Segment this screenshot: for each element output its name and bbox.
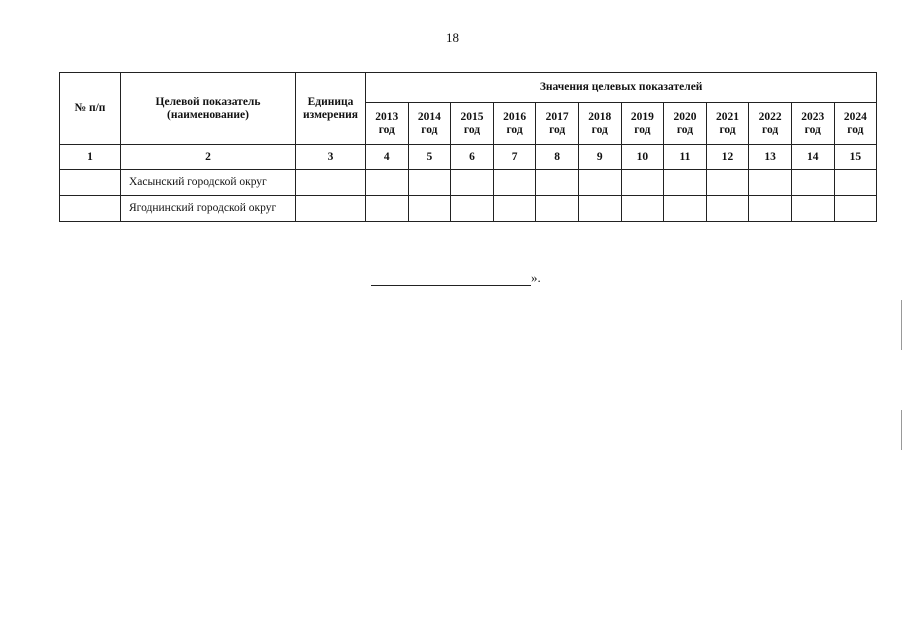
- closing-quote: ».: [531, 270, 541, 285]
- header-year: [791, 103, 834, 145]
- row-value-cell: [451, 170, 494, 196]
- header-year-value: 2014: [417, 110, 441, 123]
- header-year-value: 2021: [716, 110, 740, 123]
- column-number-cell: 12: [706, 145, 749, 170]
- column-number-cell: 6: [451, 145, 494, 170]
- header-number: № п/п: [60, 73, 121, 145]
- row-number-cell: [60, 196, 121, 222]
- row-value-cell: [834, 170, 877, 196]
- header-year: [834, 103, 877, 145]
- header-year: [493, 103, 536, 145]
- header-year-value: 2018: [588, 110, 612, 123]
- header-year-value: 2015: [460, 110, 484, 123]
- header-year: [408, 103, 451, 145]
- header-year-suffix: год: [762, 123, 779, 136]
- row-value-cell: [536, 196, 579, 222]
- header-year-value: 2019: [630, 110, 654, 123]
- row-value-cell: [791, 170, 834, 196]
- row-value-cell: [621, 170, 664, 196]
- closing-line: [371, 270, 541, 286]
- header-year: [366, 103, 409, 145]
- target-indicators-table: [59, 72, 877, 222]
- column-number-cell: 11: [664, 145, 707, 170]
- header-year: [664, 103, 707, 145]
- row-value-cell: [451, 196, 494, 222]
- header-year: [578, 103, 621, 145]
- header-year-suffix: год: [804, 123, 821, 136]
- column-number-cell: 3: [296, 145, 366, 170]
- header-year: [749, 103, 792, 145]
- header-year-suffix: год: [506, 123, 523, 136]
- column-number-row: [60, 145, 877, 170]
- row-value-cell: [366, 170, 409, 196]
- row-name-cell: Хасынский городской округ: [121, 170, 296, 196]
- header-unit: Единица измерения: [296, 73, 366, 145]
- page-number: 18: [446, 30, 459, 45]
- row-value-cell: [408, 196, 451, 222]
- column-number-cell: 2: [121, 145, 296, 170]
- row-value-cell: [749, 196, 792, 222]
- column-number-cell: 13: [749, 145, 792, 170]
- header-year-value: 2022: [758, 110, 782, 123]
- header-year-value: 2023: [801, 110, 825, 123]
- row-value-cell: [493, 170, 536, 196]
- column-number-cell: 5: [408, 145, 451, 170]
- row-unit-cell: [296, 196, 366, 222]
- header-year-suffix: год: [549, 123, 566, 136]
- row-value-cell: [664, 196, 707, 222]
- column-number-cell: 4: [366, 145, 409, 170]
- column-number-cell: 1: [60, 145, 121, 170]
- row-name-cell: Ягоднинский городской округ: [121, 196, 296, 222]
- row-value-cell: [578, 196, 621, 222]
- row-value-cell: [408, 170, 451, 196]
- table-row: [60, 170, 877, 196]
- column-number-cell: 8: [536, 145, 579, 170]
- row-value-cell: [493, 196, 536, 222]
- header-year-value: 2013: [375, 110, 399, 123]
- header-year: [451, 103, 494, 145]
- header-year-value: 2020: [673, 110, 697, 123]
- header-year-suffix: год: [847, 123, 864, 136]
- row-value-cell: [578, 170, 621, 196]
- scan-edge-mark: [901, 410, 902, 450]
- row-value-cell: [834, 196, 877, 222]
- header-year-value: 2024: [843, 110, 867, 123]
- column-number-cell: 14: [791, 145, 834, 170]
- header-indicator-name: Целевой показатель (наименование): [121, 73, 296, 145]
- header-target-values: Значения целевых показателей: [366, 73, 877, 103]
- row-value-cell: [536, 170, 579, 196]
- header-year: [536, 103, 579, 145]
- row-value-cell: [706, 196, 749, 222]
- header-year-suffix: год: [676, 123, 694, 136]
- column-number-cell: 7: [493, 145, 536, 170]
- header-year-suffix: год: [719, 123, 736, 136]
- scan-edge-mark: [901, 300, 902, 350]
- header-year-value: 2017: [545, 110, 569, 123]
- row-value-cell: [621, 196, 664, 222]
- header-year: [621, 103, 664, 145]
- row-unit-cell: [296, 170, 366, 196]
- header-year-value: 2016: [503, 110, 527, 123]
- header-year-suffix: год: [421, 123, 438, 136]
- table-row: [60, 196, 877, 222]
- row-number-cell: [60, 170, 121, 196]
- header-year: [706, 103, 749, 145]
- row-value-cell: [664, 170, 707, 196]
- row-value-cell: [366, 196, 409, 222]
- header-year-suffix: год: [591, 123, 608, 136]
- header-year-suffix: год: [634, 123, 651, 136]
- column-number-cell: 10: [621, 145, 664, 170]
- row-value-cell: [706, 170, 749, 196]
- signature-rule: [371, 271, 531, 286]
- row-value-cell: [749, 170, 792, 196]
- column-number-cell: 15: [834, 145, 877, 170]
- header-year-suffix: год: [378, 123, 395, 136]
- column-number-cell: 9: [578, 145, 621, 170]
- row-value-cell: [791, 196, 834, 222]
- header-year-suffix: год: [463, 123, 481, 136]
